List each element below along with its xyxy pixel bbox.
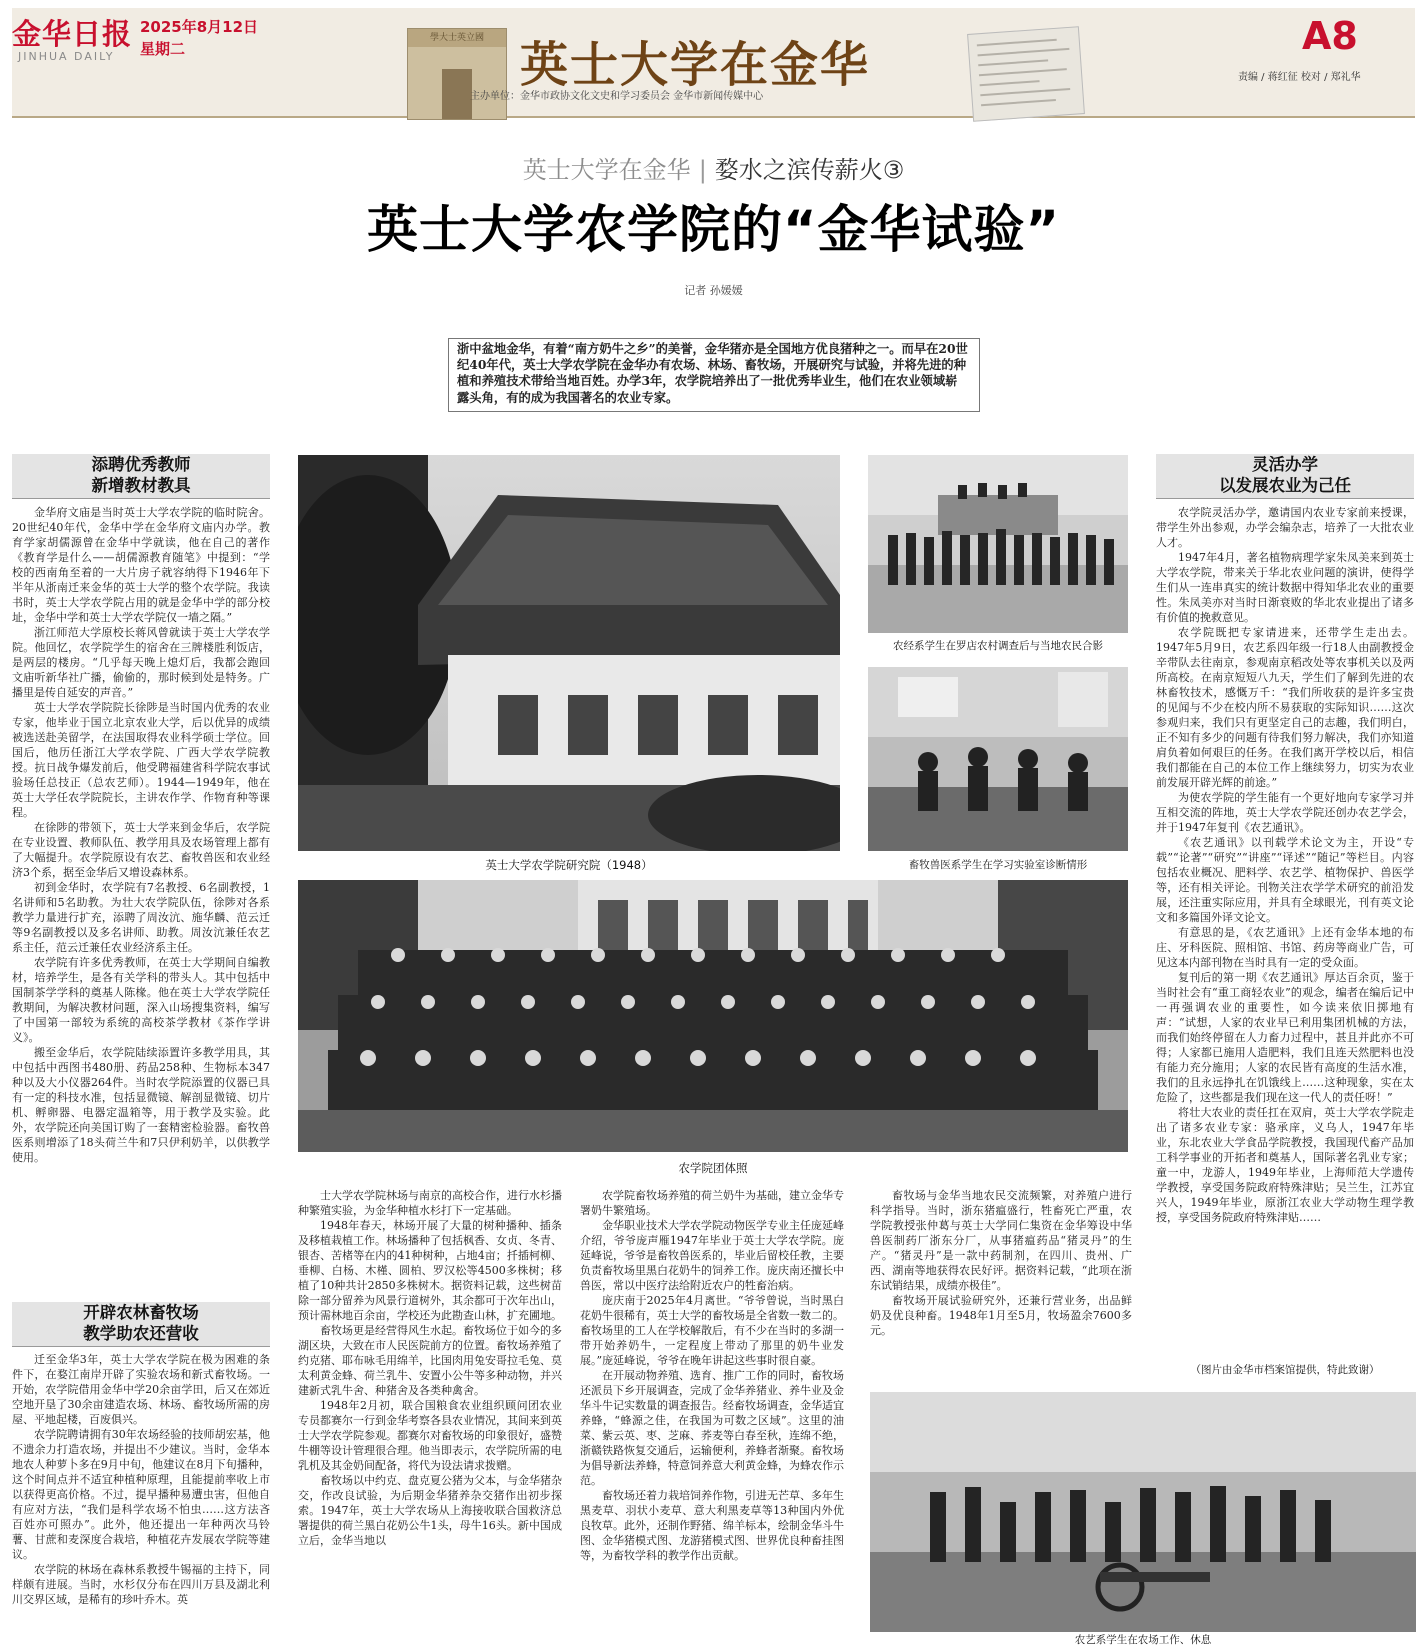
document-image — [967, 26, 1085, 122]
paragraph: 有意思的是，《农艺通讯》上还有金华本地的布庄、牙科医院、照相馆、书馆、药房等商业广告，可见这本内部刊物在当时具有一定的受众面。 — [1156, 926, 1414, 969]
paragraph: 农学院灵活办学，邀请国内农业专家前来授课，带学生外出参观，办学会编杂志，培养了一大批农业人才。 — [1156, 506, 1414, 549]
paragraph: 农学院既把专家请进来，还带学生走出去。1947年5月9日，农艺系四年级一行18人由副教授金辛带队去往南京，参观南京稻改处等农事机关以及两所高校。在南京短短八九天，学生们了解到先进的农林畜牧技术，感慨万千：“我们所收获的是许多宝贵的见闻与不少在校内所不易获取的实际知识……这次参观归来，我们只有更坚定自己的志趣，我们明白，正不知有多少的问题有待我们努力解决，我们亦知道肩负着如何艰巨的任务。在我们离开学校以后，相信我们都能在自己的本位工作上继续努力，切实为农业前发展开辟光辉的前途。” — [1156, 626, 1414, 789]
left-subheading-2-line2: 教学助农还营收 — [83, 1324, 199, 1343]
headline: 英士大学农学院的“金华试验” — [366, 201, 1061, 260]
article-kicker — [0, 150, 1427, 185]
group-photo-caption: 农学院团体照 — [678, 1161, 748, 1175]
paragraph: 畜牧场与金华当地农民交流频繁，对养殖户进行科学指导。当时，浙东猪瘟盛行，牲畜死亡严重，农学院教授张仲葛与英士大学同仁集资在金华筹设中华兽医制药厂浙东分厂，从事猪瘟药品“猪灵丹”的生产。“猪灵丹”是一款中药制剂，在四川、贵州、广西、湖南等地获得农民好评。据资料记载，“此项在浙东试销结果，成绩亦极佳”。 — [870, 1189, 1132, 1292]
research-institute-caption: 英士大学农学院研究院（1948） — [485, 858, 653, 872]
paragraph: 农学院聘请拥有30年农场经验的技师胡宏基，他不遗余力打造农场，并提出不少建议。当时，金华本地农人种萝卜多在9月中旬，他建议在8月下旬播种，这个时间点并不适宜种植种原理，且能提前率收上市以获得更高价格。不过，提早播种易遭虫害，但他自有应对方法，“我们是科学农场不怕虫……这方法吝百姓亦可照办”。此外，他还提出一年种两次马铃薯、甘蔗和麦深度合栽培，种植花卉发展农学院等建议。 — [12, 1428, 270, 1561]
kicker-episode: 婺水之滨传薪火③ — [714, 156, 905, 184]
paragraph: 在开展动物养殖、选育、推广工作的同时，畜牧场还派员下乡开展调查，完成了金华养猪业、养牛业及金华斗牛记实数量的调查报告。经畜牧场调查，金华适宜养蜂，“蜂源之佳，在我国为可数之区域”。这里的油菜、紫云英、枣、芝麻、荞麦等白春至秋，连绵不绝，浙赣铁路恢复交通后，运输便利，养蜂者渐聚。畜牧场为倡导新法养蜂，特意饲养意大利黄金蜂，为蜂农作示范。 — [580, 1369, 844, 1487]
group-photo — [298, 880, 1128, 1152]
sponsor-line: 主办单位：金华市政协文化文史和学习委员会 金华市新闻传媒中心 — [470, 91, 764, 102]
gate-inscription: 學大士英立國 — [408, 29, 506, 47]
paragraph: 英士大学农学院院长徐陟是当时国内优秀的农业专家，他毕业于国立北京农业大学，后以优异的成绩被选送赴美留学，在法国取得农业科学硕士学位。回国后，他历任浙江大学农学院、广西大学农学院教授。抗日战争爆发前后，他受聘福建省科学院农事试验场任总技正（总农艺师）。1944—1949年，他在英士大学任农学院院长，主讲农作学、作物育种等课程。 — [12, 701, 270, 819]
gate-door — [442, 69, 472, 119]
paragraph: 农学院畜牧场养殖的荷兰奶牛为基础，建立金华专署奶牛繁殖场。 — [580, 1189, 844, 1217]
research-institute-photo — [298, 455, 840, 851]
paragraph: 《农艺通讯》以刊载学术论文为主，开设“专载”“论著”“研究”“讲座”“译述”“随记”等栏目。内容包括农业概况、肥料学、农艺学、植物保护、兽医学等，还有相关评论。刊物关注农学学术研究的前沿发展，还注重实际应用，并具有全球眼光，刊有英文论文和多篇国外译文论文。 — [1156, 836, 1414, 924]
right-subheading-line2: 以发展农业为己任 — [1219, 476, 1351, 495]
paragraph: 畜牧场还着力栽培饲养作物，引进无芒草、多年生黑麦草、羽状小麦草、意大利黑麦草等13种国内外优良牧草。此外，还制作野猪、绵羊标本，绘制金华斗牛图、金华猪模式图、龙游猪模式图、世界优良种畜挂图等，为畜牧学科的教学作出贡献。 — [580, 1489, 844, 1562]
paragraph: 畜牧场更是经营得风生水起。畜牧场位于如今的多湖区块，大致在市人民医院前方的位置。畜牧场养殖了约克猪、耶布咏毛用绵羊，比国肉用兔安哥拉毛兔、莫太利黄金蜂、荷兰乳牛、安置小公牛等多种动物，并兴建新式乳牛舍、种猪舍及各类种禽舍。 — [298, 1324, 562, 1397]
photo-credit: （图片由金华市档案馆提供，特此致谢） — [1190, 1364, 1380, 1376]
left-subheading-1-line1: 添聘优秀教师 — [91, 455, 191, 474]
byline: 记者 孙媛媛 — [684, 284, 743, 297]
farm-work-photo — [870, 1392, 1416, 1632]
paragraph: 庞庆南于2025年4月离世。“爷爷曾说，当时黑白花奶牛很稀有，英士大学的畜牧场是全省数一数二的。畜牧场里的工人在学校解散后，有不少在当时的多湖一带开始养奶牛，一定程度上带动了那里的奶牛业发展。”庞延峰说，爷爷在晚年讲起这些事时很自豪。 — [580, 1294, 844, 1367]
paragraph: 复刊后的第一期《农艺通讯》厚达百余页，鉴于当时社会有“重工商轻农业”的观念，编者在编后记中一再强调农业的重要性，如今读来依旧掷地有声：“试想，人家的农业早已利用集团机械的方法，而我们始终停留在人力畜力过程中，甚且并此亦不可得；人家都已施用人造肥料，我们且连天然肥料也没有能力充分施用；人家的农民皆有高度的生活水准，我们的且永远挣扎在饥饿线上……这种现象，实在太危险了，这些都是我们现在这一代人的责任呀！” — [1156, 971, 1414, 1104]
paragraph: 农学院有许多优秀教师，在英士大学期间自编教材，培养学生，是各有关学科的带头人。其中包括中国制茶学学科的奠基人陈椽。他在英士大学农学院任教期间，为解决教材问题，深入山场搜集资料，编写了中国第一部较为系统的高校茶学教材《茶作学讲义》。 — [12, 956, 270, 1044]
vet-lab-caption: 畜牧兽医系学生在学习实验室诊断情形 — [908, 859, 1088, 871]
left-subheading-2 — [12, 1302, 270, 1347]
paragraph: 搬至金华后，农学院陆续添置许多教学用具，其中包括中西图书480册、药品258种、生物标本347种以及大小仪器264件。当时农学院添置的仪器已具有一定的科技水准，包括显微镜、解剖显微镜、切片机、孵卵器、电器定温箱等，用于教学及实验。此外，农学院还向美国订购了一套精密检验器。畜牧兽医系则增添了18头荷兰牛和7只伊利奶羊，以供教学使用。 — [12, 1046, 270, 1164]
paragraph: 1947年4月，著名植物病理学家朱凤美来到英士大学农学院，带来关于华北农业问题的演讲，使得学生们从一连串真实的统计数据中得知华北农业的重要性。朱凤美亦对当时日渐衰败的华北农业提出了诸多有价值的挽救意见。 — [1156, 551, 1414, 624]
kicker-series: 英士大学在金华 — [522, 156, 691, 184]
paragraph: 畜牧场以中约克、盘克夏公猪为父本，与金华猪杂交，作改良试验，为后期金华猪养杂交猪作出初步探索。1947年，英士大学农场从上海接收联合国救济总署提供的荷兰黑白花奶公牛1头，母牛16头。新中国成立后，金华当地以 — [298, 1474, 562, 1547]
section-title: 英士大学在金华 — [520, 37, 871, 93]
paragraph: 1948年2月初，联合国粮食农业组织顾问团农业专员都赛尔一行到金华考察各县农业情况，其间来到英士大学农学院参观。都赛尔对畜牧场的印象很好，盛赞牛棚等设计管理很合理。他当即表示，农学院所需的电乳机及其金奶间配备，将代为设法请求拨赠。 — [298, 1399, 562, 1472]
left-subheading-1-line2: 新增教材教具 — [91, 476, 191, 495]
publication-weekday: 星期二 — [140, 40, 186, 58]
middle-column-a — [298, 1188, 562, 1648]
middle-column-c — [870, 1188, 1132, 1378]
school-gate-image — [407, 28, 507, 120]
paragraph: 金华职业技术大学农学院动物医学专业主任庞延峰介绍，爷爷庞声雁1947年毕业于英士大学农学院。庞延峰说，爷爷是畜牧兽医系的，毕业后留校任教，主要负责畜牧场里黑白花奶牛的饲养工作。庞庆南还擅长中兽医，常以中医疗法给附近农户的牲畜治病。 — [580, 1219, 844, 1292]
paragraph: 士大学农学院林场与南京的高校合作，进行水杉播种繁殖实验，为金华种植水杉打下一定基础。 — [298, 1189, 562, 1217]
left-subheading-2-line1: 开辟农林畜牧场 — [83, 1303, 199, 1322]
lead-paragraph: 浙中盆地金华，有着“南方奶牛之乡”的美誉，金华猪亦是全国地方优良猪种之一。而早在20世纪40年代，英士大学农学院在金华办有农场、林场、畜牧场，开展研究与试验，并将先进的种植和养殖技术带给当地百姓。办学3年，农学院培养出了一批优秀毕业生，他们在农业领域崭露头角，有的成为我国著名的农业专家。 — [457, 341, 968, 405]
publication-date: 2025年8月12日 — [140, 18, 259, 36]
paragraph: 浙江师范大学原校长蒋风曾就读于英士大学农学院。他回忆，农学院学生的宿舍在三牌楼胜利饭店，是两层的楼房。“几乎每天晚上熄灯后，我都会跑回文庙听新华社广播，偷偷的，那时候到处是特务。广播里是传自延安的声音。” — [12, 626, 270, 699]
left-column-body-1 — [12, 505, 270, 1295]
left-subheading-1 — [12, 454, 270, 499]
farm-work-caption: 农艺系学生在农场工作、休息 — [1074, 1634, 1212, 1646]
paragraph: 1948年春天，林场开展了大量的树种播种、插条及移植栽植工作。林场播种了包括枫香、女贞、冬青、银杏、苦楮等在内的41种树种，占地4亩；扦插柯柳、垂柳、白杨、木槿、圆柏、罗汉松等4500多株树；移植了10种共计2850多株树木。据资料记载，这些树苗除一部分留养为风景行道树外，其余都可于次年出山，预计需林地百余亩，学校还为此勘查山林，扩充圃地。 — [298, 1219, 562, 1322]
newspaper-logo: 金华日报 — [12, 17, 133, 51]
vet-lab-photo — [868, 667, 1128, 851]
paragraph: 金华府文庙是当时英士大学农学院的临时院舍。20世纪40年代，金华中学在金华府文庙内办学。教育学家胡儒源曾在金华中学就读，他在自己的著作《教育学是什么——胡儒源教育随笔》中提到：“学校的西南角至着的一大片房子就容纳得下1946年下半年从浙南迁来金华的英士大学的整个农学院。我读书时，英士大学农学院占用的就是金华中学的部分校址，金华中学和英士大学农学院仅一墙之隔。” — [12, 506, 270, 624]
kicker-separator: | — [698, 156, 707, 184]
editor-credits: 责编 / 蒋红征 校对 / 郑礼华 — [1238, 72, 1361, 83]
right-subheading — [1156, 454, 1414, 499]
newspaper-logo-en: JINHUA DAILY — [18, 50, 115, 63]
left-column-body-2 — [12, 1352, 270, 1648]
paragraph: 农学院的林场在森林系教授牛锡福的主持下，同样颇有进展。当时，水杉仅分布在四川万县及湖北利川交界区域，是稀有的珍叶乔木。英 — [12, 1563, 270, 1606]
paragraph: 在徐陟的带领下，英士大学来到金华后，农学院在专业设置、教师队伍、教学用具及农场管理上都有了大幅提升。农学院原设有农艺、畜牧兽医和农业经济3个系，据至金华后又增设森林系。 — [12, 821, 270, 879]
middle-column-b — [580, 1188, 844, 1648]
paragraph: 畜牧场开展试验研究外，还兼行营业务，出品鲜奶及优良种畜。1948年1月至5月，牧场盈余7600多元。 — [870, 1294, 1132, 1337]
paragraph: 迁至金华3年，英士大学农学院在极为困难的条件下，在婺江南岸开辟了实验农场和新式畜牧场。一开始，农学院借用金华中学20余亩学田，后又在郊近空地开垦了30余亩建造农场、林场、畜牧场所需的房屋、平地起楼，百废俱兴。 — [12, 1353, 270, 1426]
paragraph: 将壮大农业的责任扛在双肩，英士大学农学院走出了诸多农业专家：骆承庠，义乌人，1947年毕业，东北农业大学食品学院教授，我国现代畜产品加工科学事业的开拓者和奠基人，国际著名乳业专家；童一中，龙游人，1949年毕业，上海师范大学遗传学教授，享受国务院政府特殊津贴；吴兰生，江苏宜兴人，1949年毕业，原浙江农业大学动物生理学教授，享受国务院政府特殊津贴…… — [1156, 1106, 1414, 1224]
paragraph: 为使农学院的学生能有一个更好地向专家学习并互相交流的阵地，英士大学农学院还创办农艺学会，并于1947年复刊《农艺通讯》。 — [1156, 791, 1414, 834]
rural-survey-photo — [868, 455, 1128, 633]
rural-survey-caption: 农经系学生在罗店农村调查后与当地农民合影 — [893, 640, 1103, 652]
page-number: A8 — [1302, 14, 1358, 58]
paragraph: 初到金华时，农学院有7名教授、6名副教授，1名讲师和5名助教。为壮大农学院队伍，徐陟对各系教学力量进行扩充，添聘了周汝沆、施华麟、范云迁等9名副教授以及多名讲师、助教。周汝沆兼任农艺系主任，范云迁兼任农业经济系主任。 — [12, 881, 270, 954]
right-column-body — [1156, 505, 1414, 1357]
right-subheading-line1: 灵活办学 — [1252, 455, 1318, 474]
